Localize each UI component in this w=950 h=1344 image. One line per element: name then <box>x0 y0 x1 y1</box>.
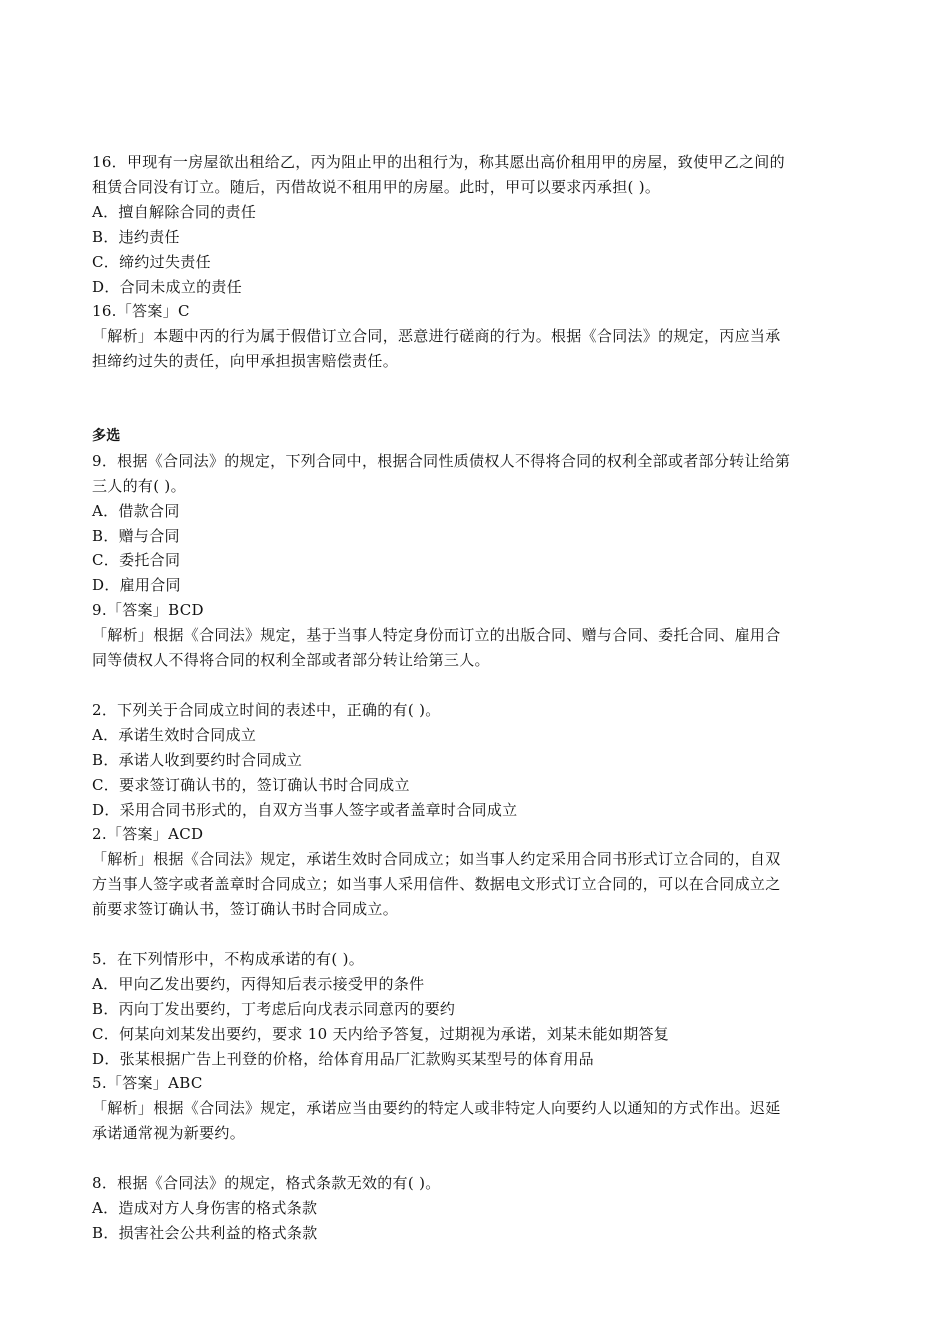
analysis: 「解析」根据《合同法》规定，承诺应当由要约的特定人或非特定人向要约人以通知的方式作出。迟延 <box>92 1099 781 1118</box>
question-2 <box>92 698 862 922</box>
option-c: C．要求签订确认书的，签订确认书时合同成立 <box>92 775 410 794</box>
question-stem: 8．根据《合同法》的规定，格式条款无效的有( )。 <box>92 1174 441 1193</box>
analysis: 同等债权人不得将合同的权利全部或者部分转让给第三人。 <box>92 651 490 670</box>
question-stem: 5．在下列情形中，不构成承诺的有( )。 <box>92 949 365 968</box>
option-a: A．承诺生效时合同成立 <box>92 725 257 744</box>
question-16 <box>92 150 862 374</box>
option-d: D．采用合同书形式的，自双方当事人签字或者盖章时合同成立 <box>92 800 518 819</box>
option-a: A．甲向乙发出要约，丙得知后表示接受甲的条件 <box>92 974 425 993</box>
option-b: B．承诺人收到要约时合同成立 <box>92 750 303 769</box>
answer: 9.「答案」BCD <box>92 601 204 620</box>
answer: 2.「答案」ACD <box>92 825 204 844</box>
option-b: B．损害社会公共利益的格式条款 <box>92 1223 318 1242</box>
question-stem: 9．根据《合同法》的规定，下列合同中，根据合同性质债权人不得将合同的权利全部或者部分转让给第 <box>92 451 791 470</box>
option-a: A．借款合同 <box>92 501 180 520</box>
option-a: A．造成对方人身伤害的格式条款 <box>92 1199 318 1217</box>
analysis: 担缔约过失的责任，向甲承担损害赔偿责任。 <box>92 352 399 371</box>
option-d: D．张某根据广告上刊登的价格，给体育用品厂汇款购买某型号的体育用品 <box>92 1049 594 1068</box>
question-stem: 2．下列关于合同成立时间的表述中，正确的有( )。 <box>92 700 441 719</box>
question-stem: 16．甲现有一房屋欲出租给乙，丙为阻止甲的出租行为，称其愿出高价租用甲的房屋，致使甲乙之间的 <box>92 153 785 171</box>
question-5 <box>92 947 862 1146</box>
option-c: C．何某向刘某发出要约，要求 10 天内给予答复，过期视为承诺，刘某未能如期答复 <box>92 1024 670 1043</box>
answer: 5.「答案」ABC <box>92 1074 203 1093</box>
analysis: 「解析」本题中丙的行为属于假借订立合同，恶意进行磋商的行为。根据《合同法》的规定，丙应当承 <box>92 327 781 346</box>
analysis: 承诺通常视为新要约。 <box>92 1124 246 1143</box>
option-c: C．缔约过失责任 <box>92 252 211 271</box>
option-d: D．合同未成立的责任 <box>92 277 243 296</box>
answer: 16.「答案」C <box>92 302 190 321</box>
analysis: 「解析」根据《合同法》规定，承诺生效时合同成立；如当事人约定采用合同书形式订立合同的，自双 <box>92 850 781 869</box>
question-9 <box>92 449 862 673</box>
analysis: 前要求签订确认书，签订确认书时合同成立。 <box>92 900 399 919</box>
option-b: B．违约责任 <box>92 227 180 246</box>
option-d: D．雇用合同 <box>92 576 181 595</box>
question-stem: 租赁合同没有订立。随后，丙借故说不租用甲的房屋。此时，甲可以要求丙承担( )。 <box>92 177 661 196</box>
section-heading: 多选 <box>92 427 121 444</box>
option-a: A．擅自解除合同的责任 <box>92 202 257 221</box>
document-page <box>92 150 862 1246</box>
question-stem: 三人的有( )。 <box>92 476 186 495</box>
question-8 <box>92 1171 862 1246</box>
option-c: C．委托合同 <box>92 551 181 570</box>
option-b: B．赠与合同 <box>92 526 180 545</box>
option-b: B．丙向丁发出要约，丁考虑后向戊表示同意丙的要约 <box>92 999 456 1018</box>
analysis: 「解析」根据《合同法》规定，基于当事人特定身份而订立的出版合同、赠与合同、委托合同、雇用合 <box>92 626 781 645</box>
analysis: 方当事人签字或者盖章时合同成立；如当事人采用信件、数据电文形式订立合同的，可以在合同成立之 <box>92 875 781 894</box>
